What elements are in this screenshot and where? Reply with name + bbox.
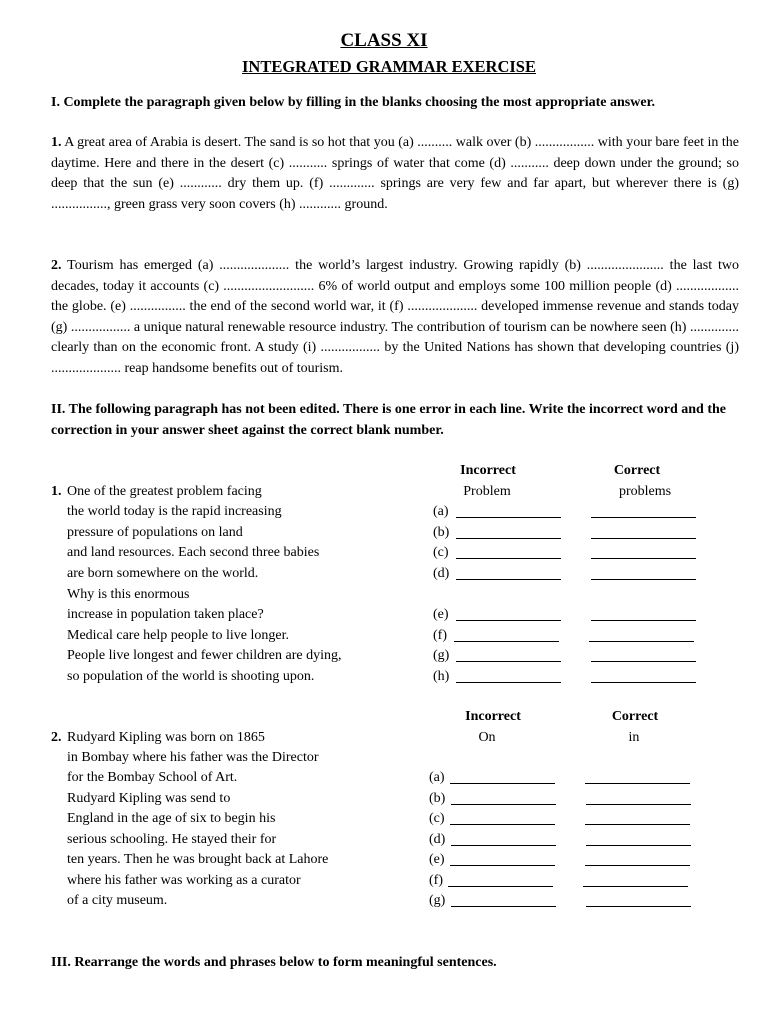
answer-label-h: (h) xyxy=(433,669,450,684)
incorrect-header: Incorrect xyxy=(465,709,521,724)
passage-line: ten years. Then he was brought back at Lahore xyxy=(67,852,329,867)
passage-line: England in the age of six to begin his xyxy=(67,811,276,826)
section3-heading: III. Rearrange the words and phrases below to form meaningful sentences. xyxy=(51,955,497,970)
passage-line: where his father was working as a curator xyxy=(67,873,301,888)
incorrect-blank-f[interactable] xyxy=(448,886,553,887)
incorrect-blank-g[interactable] xyxy=(451,906,556,907)
correct-header: Correct xyxy=(613,463,661,478)
passage-line: pressure of populations on land xyxy=(67,525,243,540)
class-title: CLASS XI xyxy=(340,30,428,51)
correct-blank-b[interactable] xyxy=(586,804,691,805)
passage-line: the world today is the rapid increasing xyxy=(67,504,282,519)
passage-line: Medical care help people to live longer. xyxy=(67,628,289,643)
answer-label-e: (e) xyxy=(429,852,445,867)
example-correct: problems xyxy=(618,484,672,499)
exercise-title: INTEGRATED GRAMMAR EXERCISE xyxy=(242,57,536,76)
q1-text: A great area of Arabia is desert. The sand is so hot that you (a) .......... walk over (b) ................. with your bare feet in the daytime. Here and there in the desert (c) ........... springs of water that come (d) ........... deep down under the ground; so deep that the sun (e) ............ dry them up. (f) ............. springs are very few and far apart, but wherever there is (g) ................, green grass very soon covers (h) ............ ground. xyxy=(51,135,739,212)
passage-line: are born somewhere on the world. xyxy=(67,566,259,581)
correct-blank-d[interactable] xyxy=(586,845,691,846)
answer-label-c: (c) xyxy=(433,545,449,560)
passage-line: Rudyard Kipling was born on 1865 xyxy=(67,730,265,745)
answer-label-f: (f) xyxy=(433,628,447,643)
editing-q2-number: 2. xyxy=(51,730,62,745)
passage-line: of a city museum. xyxy=(67,893,168,908)
answer-label-a: (a) xyxy=(429,770,445,785)
answer-label-g: (g) xyxy=(433,648,450,663)
answer-label-e: (e) xyxy=(433,607,449,622)
passage-line: Why is this enormous xyxy=(67,587,190,602)
answer-label-b: (b) xyxy=(429,791,446,806)
passage-line: so population of the world is shooting upon. xyxy=(67,669,315,684)
passage-line: for the Bombay School of Art. xyxy=(67,770,238,785)
editing-q1-number: 1. xyxy=(51,484,62,499)
correct-blank-a[interactable] xyxy=(585,783,690,784)
example-incorrect: On xyxy=(478,730,496,745)
incorrect-blank-b[interactable] xyxy=(451,804,556,805)
correct-blank-c[interactable] xyxy=(585,824,690,825)
passage-line: serious schooling. He stayed their for xyxy=(67,832,277,847)
incorrect-blank-c[interactable] xyxy=(450,824,555,825)
passage-line: One of the greatest problem facing xyxy=(67,484,262,499)
correct-blank-g[interactable] xyxy=(586,906,691,907)
correct-header: Correct xyxy=(611,709,659,724)
answer-label-g: (g) xyxy=(429,893,446,908)
incorrect-blank-d[interactable] xyxy=(451,845,556,846)
q2-text: Tourism has emerged (a) .................... the world’s largest industry. Growing rapidly (b) ...................... the last two decades, today it accounts (c) .......................... 6% of world output and employs some 100 million people (d) .................. the globe. (e) ................ the end of the second world war, it (f) .................... developed immense revenue and stands today (g) ................. a unique natural renewable resource industry. The contribution of tourism can be nowhere seen (h) .............. clearly than on the economic front. A study (i) ................. by the United Nations has shown that developing countries (j) .................... reap handsome benefits out of tourism. xyxy=(51,258,739,376)
passage-line: Rudyard Kipling was send to xyxy=(67,791,231,806)
answer-label-c: (c) xyxy=(429,811,445,826)
correct-blank-f[interactable] xyxy=(583,886,688,887)
q2-number: 2. xyxy=(51,258,62,273)
answer-label-a: (a) xyxy=(433,504,449,519)
incorrect-blank-e[interactable] xyxy=(450,865,555,866)
passage-line: People live longest and fewer children are dying, xyxy=(67,648,342,663)
answer-label-b: (b) xyxy=(433,525,450,540)
answer-label-d: (d) xyxy=(433,566,450,581)
correct-blank-e[interactable] xyxy=(585,865,690,866)
example-incorrect: Problem xyxy=(463,484,511,499)
answer-label-f: (f) xyxy=(429,873,443,888)
passage-line: and land resources. Each second three babies xyxy=(67,545,320,560)
passage-line: increase in population taken place? xyxy=(67,607,264,622)
section1-heading: I. Complete the paragraph given below by filling in the blanks choosing the most appropriate answer. xyxy=(51,95,655,110)
q1-number: 1. xyxy=(51,135,62,150)
incorrect-blank-a[interactable] xyxy=(450,783,555,784)
example-correct: in xyxy=(628,730,640,745)
answer-label-d: (d) xyxy=(429,832,446,847)
passage-line: in Bombay where his father was the Director xyxy=(67,750,319,765)
incorrect-header: Incorrect xyxy=(460,463,516,478)
section2-heading: II. The following paragraph has not been edited. There is one error in each line. Write the incorrect word and the correction in your answer sheet against the correct blank number. xyxy=(51,402,726,438)
